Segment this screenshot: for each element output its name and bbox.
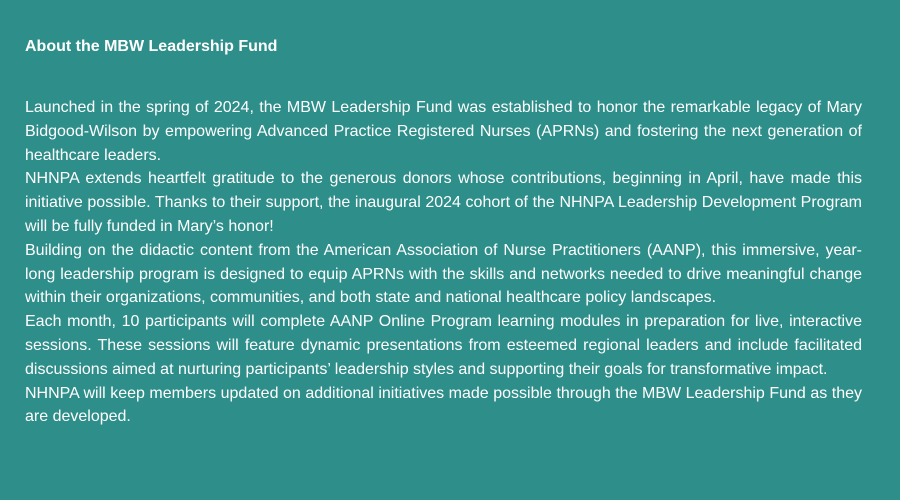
- section-body: [25, 96, 862, 429]
- paragraph-updates: NHNPA will keep members updated on additional initiatives made possible through the MBW Leadership Fund as they are developed.: [25, 384, 862, 426]
- paragraph-monthly-sessions: Each month, 10 participants will complete AANP Online Program learning modules in preparation for live, interactive sessions. These sessions will feature dynamic presentations from esteemed regional leaders and include facilitated discussions aimed at nurturing participants’ leadership styles and supporting their goals for transformative impact.: [25, 313, 862, 378]
- section-title: About the MBW Leadership Fund: [25, 38, 278, 55]
- paragraph-gratitude: NHNPA extends heartfelt gratitude to the generous donors whose contributions, beginning in April, have made this initiative possible. Thanks to their support, the inaugural 2024 cohort of the NHNPA Leadership Development Program will be fully funded in Mary’s honor!: [25, 170, 862, 235]
- paragraph-program: Building on the didactic content from the American Association of Nurse Practitioners (AANP), this immersive, year-long leadership program is designed to equip APRNs with the skills and networks needed to drive meaningful change within their organizations, communities, and both state and national healthcare policy landscapes.: [25, 241, 862, 307]
- paragraph-launch: Launched in the spring of 2024, the MBW Leadership Fund was established to honor the remarkable legacy of Mary Bidgood-Wilson by empowering Advanced Practice Registered Nurses (APRNs) and fostering the next generation of healthcare leaders.: [25, 99, 862, 164]
